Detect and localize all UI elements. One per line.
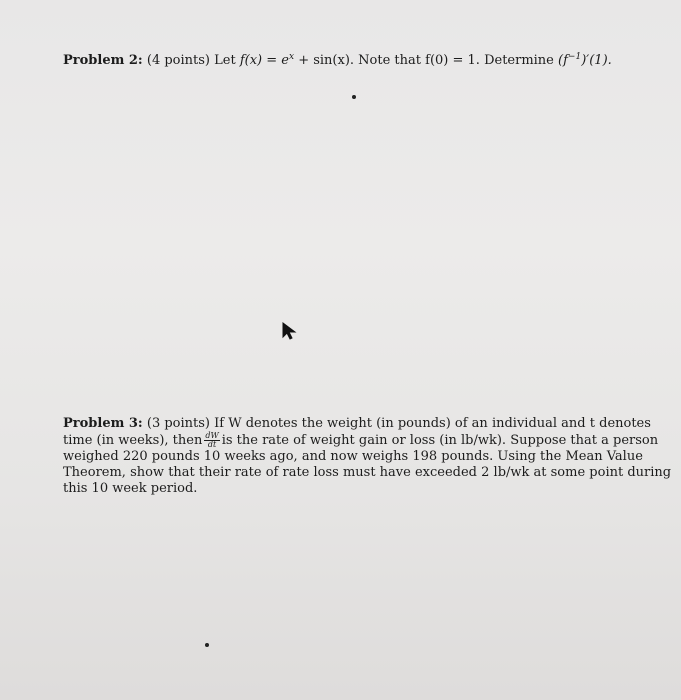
problem-3	[63, 416, 672, 497]
problem-3-line-1: Problem 3: (3 points) If W denotes the weight (in pounds) of an individual and t denotes	[63, 416, 651, 431]
problem-3-line-2: time (in weeks), then $\frac{dW}{dt}$ is the rate of weight gain or loss (in lb/wk). Suppose that a person	[63, 431, 659, 449]
problem-2-note: f(0) = 1.	[425, 53, 480, 68]
problem-2	[63, 53, 663, 69]
ink-dot	[352, 95, 356, 99]
problem-2-determine: Determine	[484, 53, 554, 68]
problem-3-line-3: weighed 220 pounds 10 weeks ago, and now weighs 198 pounds. Using the Mean Value	[63, 449, 643, 464]
problem-3-line-5: this 10 week period.	[63, 481, 198, 496]
problem-2-let: Let	[214, 53, 236, 68]
mouse-cursor-icon	[282, 322, 298, 340]
problem-2-function-rest: + sin(x). Note that	[298, 53, 421, 68]
ink-dot	[205, 643, 209, 647]
dw-dt-fraction: $\frac{dW}{dt}$	[205, 431, 219, 449]
problem-3-label: Problem 3:	[63, 416, 143, 431]
problem-2-target: $(f^{-1})'(1)$.	[558, 52, 612, 68]
problem-2-label: Problem 2:	[63, 53, 143, 68]
problem-3-line-4: Theorem, show that their rate of rate loss must have exceeded 2 lb/wk at some point during	[63, 465, 672, 480]
problem-2-points: (4 points)	[146, 53, 210, 68]
problem-2-function: $f(x) = e^x$	[239, 52, 295, 68]
